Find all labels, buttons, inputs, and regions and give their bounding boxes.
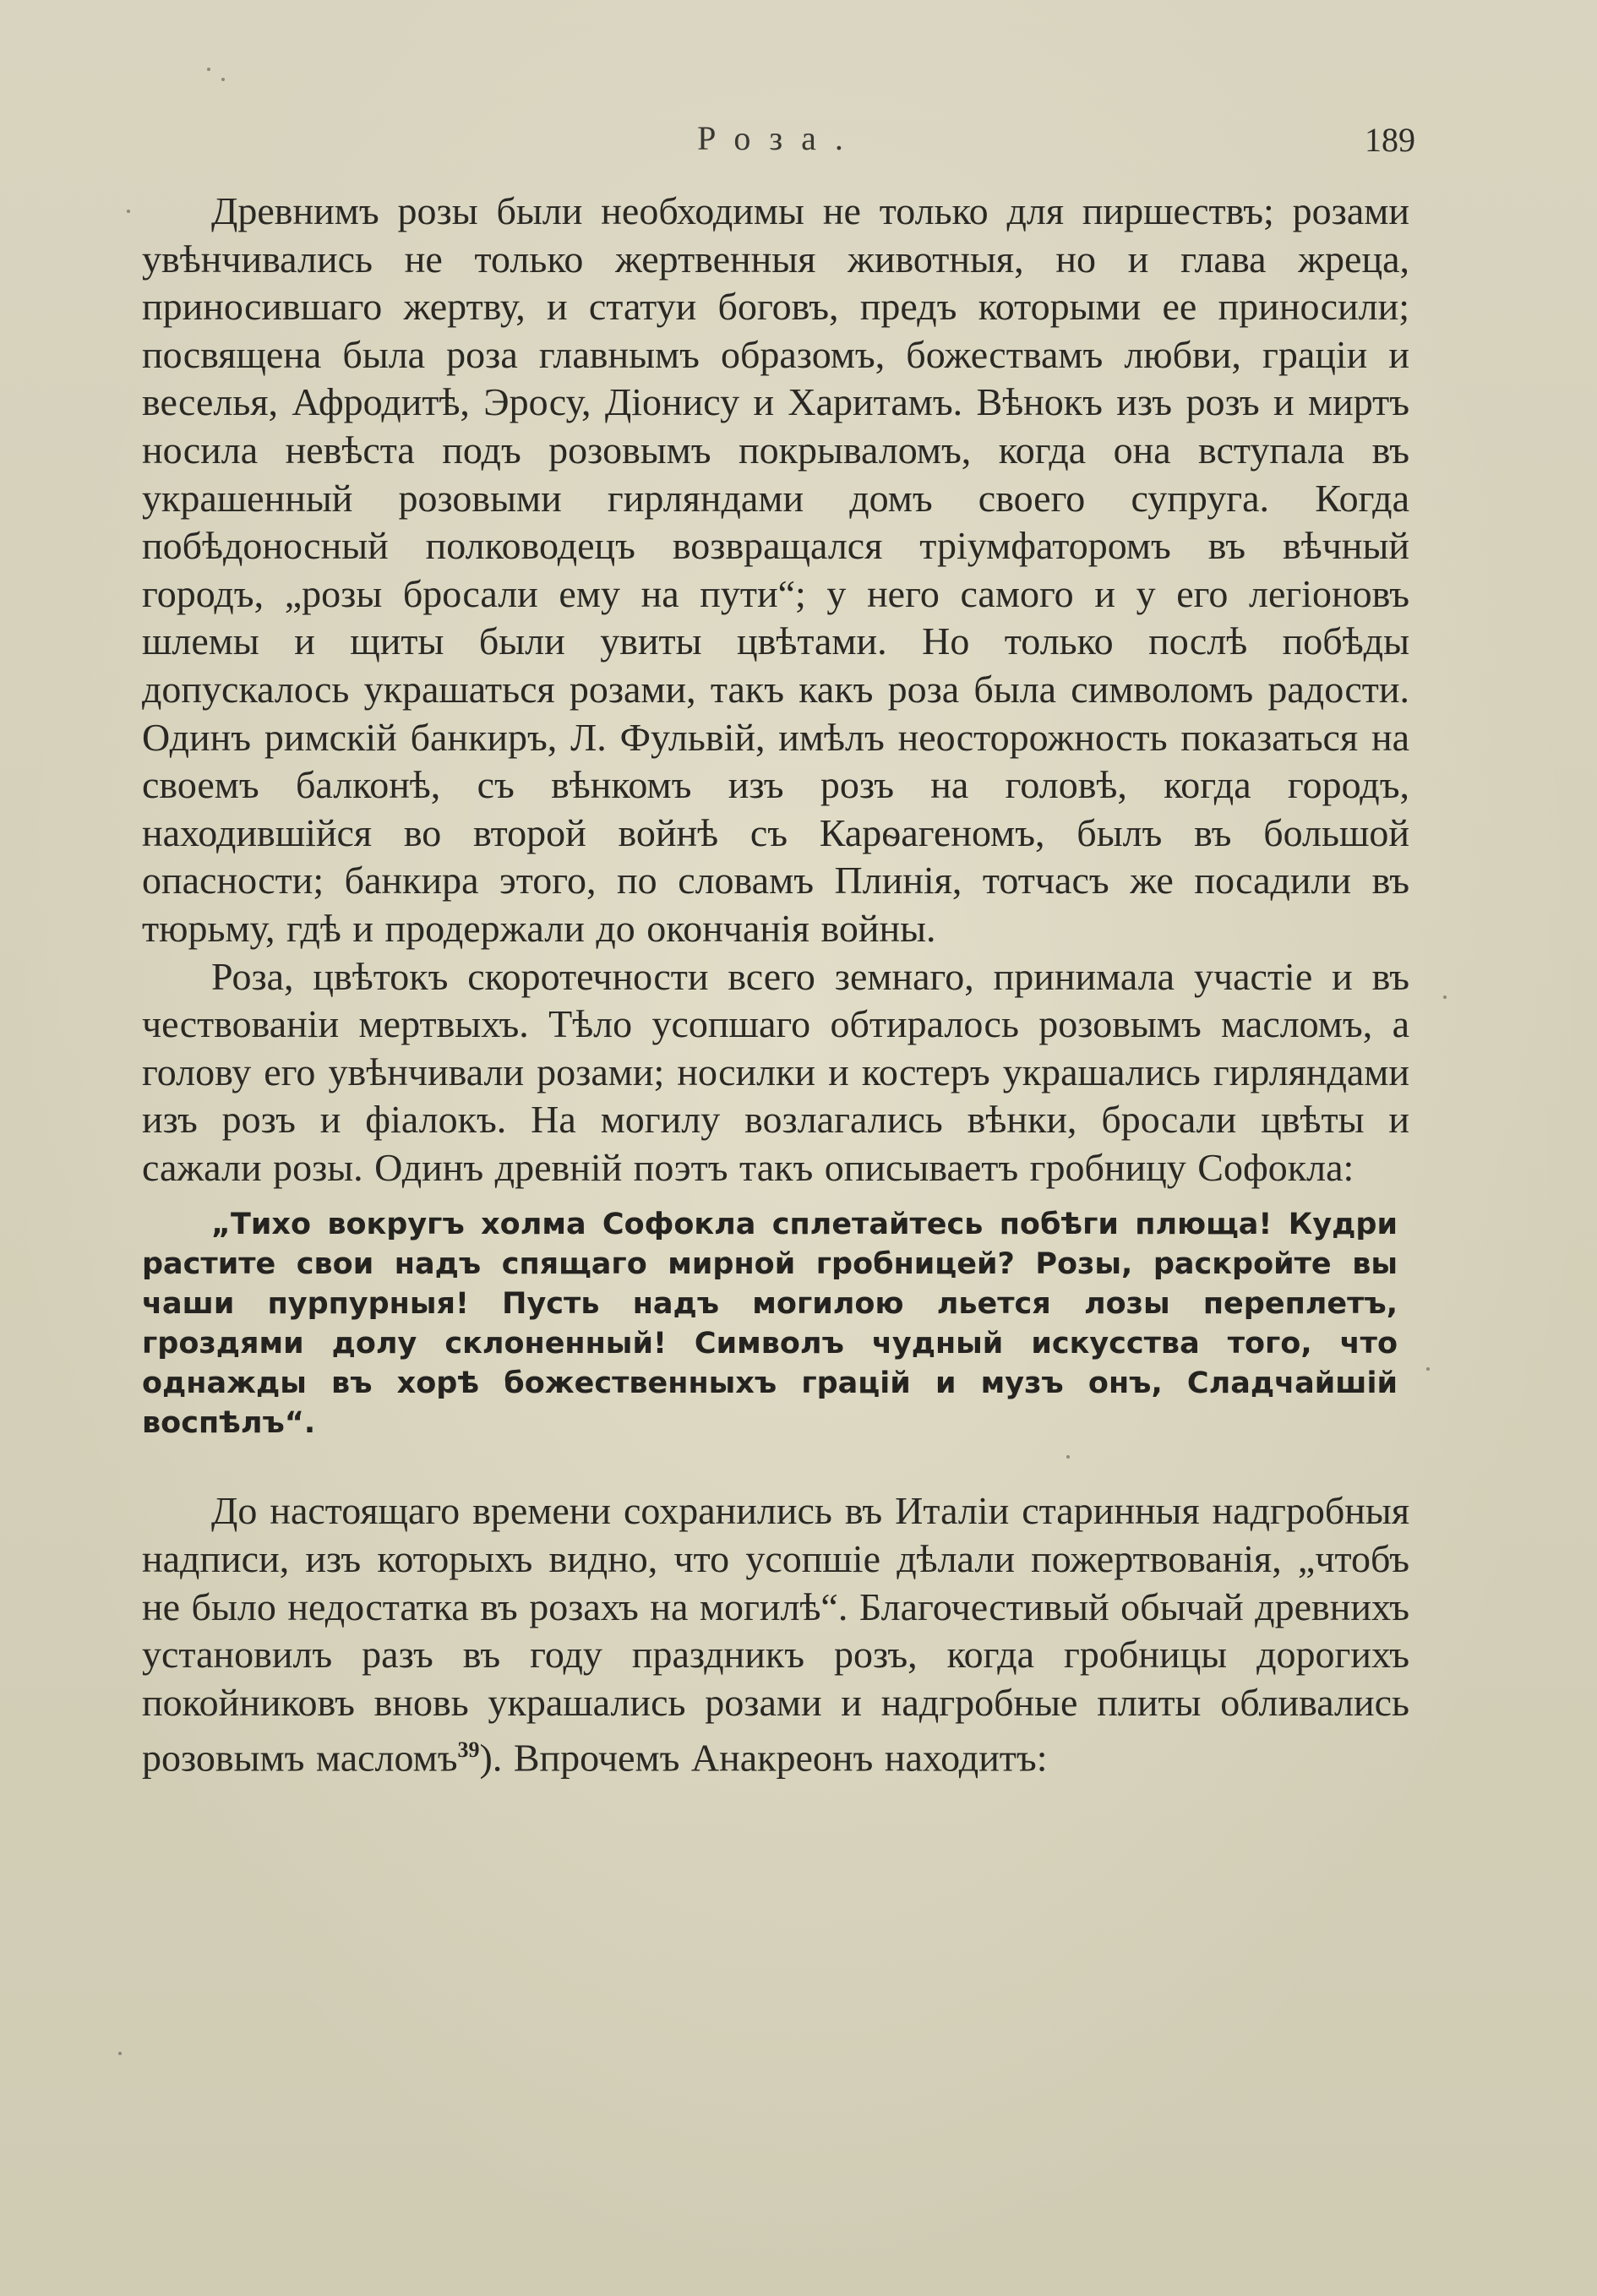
page-number: 189: [1365, 121, 1415, 159]
paper-speck: [127, 210, 130, 213]
poem-quote: „Тихо вокругъ холма Софокла сплетайтесь побѣги плюща! Кудри растите свои надъ спящаго мирной гробницей? Розы, раскройте вы чаши пурпурныя! Пусть надъ могилою льется лозы переплетъ, гроздями долу склоненный! Символъ чудный искусства того, что однажды въ хорѣ божественныхъ грацій и музъ онъ, Сладчайшій воспѣлъ“.: [142, 1208, 1398, 1441]
paragraph-1: Древнимъ розы были необходимы не только для пиршествъ; розами увѣнчивались не только жертвенныя животныя, но и глава жреца, приносившаго жертву, и статуи боговъ, предъ которыми ее приносили; посвящена была роза главнымъ образомъ, божествамъ любви, граціи и веселья, Афродитѣ, Эросу, Діонису и Харитамъ. Вѣнокъ изъ розъ и миртъ носила невѣста подъ розовымъ покрываломъ, когда она вступала въ украшенный розовыми гирляндами домъ своего супруга. Когда побѣдоносный полководецъ возвращался тріумфаторомъ въ вѣчный городъ, „розы бросали ему на пути“; у него самого и у его легіоновъ шлемы и щиты были увиты цвѣтами. Но только послѣ побѣды допускалось украшаться розами, такъ какъ роза была символомъ радости. Одинъ римскій банкиръ, Л. Фульвій, имѣлъ неосторожность показаться на своемъ балконѣ, съ вѣнкомъ изъ розъ на головѣ, когда городъ, находившійся во второй войнѣ съ Карѳагеномъ, былъ въ большой опасности; банкира этого, по словамъ Плинія, тотчасъ же посадили въ тюрьму, гдѣ и продержали до окончанія войны.: [142, 189, 1409, 950]
paper-speck: [1426, 1367, 1430, 1371]
page-header: [144, 118, 1415, 169]
paper-speck: [118, 2052, 122, 2055]
paper-speck: [207, 68, 210, 71]
page-body: [142, 188, 1409, 1782]
footnote-reference: 39: [457, 1737, 480, 1763]
paragraph-3-end: ). Впрочемъ Анакреонъ находитъ:: [479, 1736, 1048, 1780]
paragraph-2: Роза, цвѣтокъ скоротечности всего земнаго, принимала участіе и въ чествованіи мертвыхъ. Тѣло усопшаго обтиралось розовымъ масломъ, а голову его увѣнчивали розами; носилки и костеръ украшались гирляндами изъ розъ и фіалокъ. На могилу возлагались вѣнки, бросали цвѣты и сажали розы. Одинъ древній поэтъ такъ описываетъ гробницу Софокла:: [142, 954, 1409, 1189]
paper-speck: [221, 78, 225, 81]
paper-speck: [1066, 1455, 1070, 1459]
running-title: Роза.: [697, 119, 862, 157]
paragraph-3-text: До настоящаго времени сохранились въ Италіи старинныя надгробныя надписи, изъ которыхъ видно, что усопшіе дѣлали пожертвованія, „чтобъ не было недостатка въ розахъ на могилѣ“. Благочестивый обычай древнихъ установилъ разъ въ году праздникъ розъ, когда гробницы дорогихъ покойниковъ вновь украшались розами и надгробные плиты обливались розовымъ масломъ: [142, 1489, 1409, 1780]
paper-speck: [1443, 995, 1447, 999]
paragraph-3: [142, 1487, 1409, 1782]
